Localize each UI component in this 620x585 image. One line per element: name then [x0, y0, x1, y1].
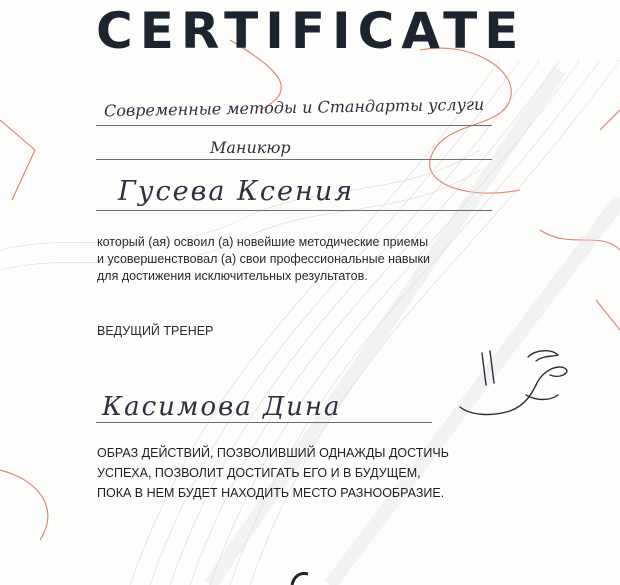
- trainer-label: ВЕДУЩИЙ ТРЕНЕР: [97, 324, 214, 338]
- recipient-name: Гусева Ксения: [118, 176, 355, 207]
- course-name-line-1: Современные методы и Стандарты услуги: [103, 94, 485, 121]
- certificate-title: CERTIFICATE: [96, 2, 526, 60]
- left-hexagon-line: [0, 120, 35, 200]
- motto-line: ОБРАЗ ДЕЙСТВИЙ, ПОЗВОЛИВШИЙ ОДНАЖДЫ ДОСТИЧЬ: [97, 446, 449, 460]
- trainer-underline: [96, 422, 432, 423]
- right-hexagon-line-top: [600, 110, 620, 130]
- recipient-underline: [96, 210, 492, 211]
- course-underline-2: [96, 159, 492, 160]
- trainer-name: Касимова Дина: [102, 392, 342, 422]
- motto-line: УСПЕХА, ПОЗВОЛИТ ДОСТИГАТЬ ЕГО И В БУДУЩЕМ,: [97, 466, 421, 480]
- body-line: и усовершенствовал (а) свои профессиональные навыки: [97, 252, 430, 266]
- certificate-body-text: [97, 234, 537, 285]
- course-name-line-2: Маникюр: [210, 138, 291, 157]
- certificate-motto: [97, 443, 537, 503]
- signature-scribble: [440, 345, 580, 435]
- body-line: который (ая) освоил (а) новейшие методические приемы: [97, 235, 429, 249]
- logo-fragment: [288, 568, 318, 585]
- orange-wave-bottom-left: [0, 470, 48, 540]
- right-hexagon-line-bottom: [596, 300, 620, 330]
- body-line: для достижения исключительных результатов.: [97, 269, 368, 283]
- course-underline-1: [96, 125, 492, 126]
- motto-line: ПОКА В НЕМ БУДЕТ НАХОДИТЬ МЕСТО РАЗНООБРАЗИЕ.: [97, 486, 445, 500]
